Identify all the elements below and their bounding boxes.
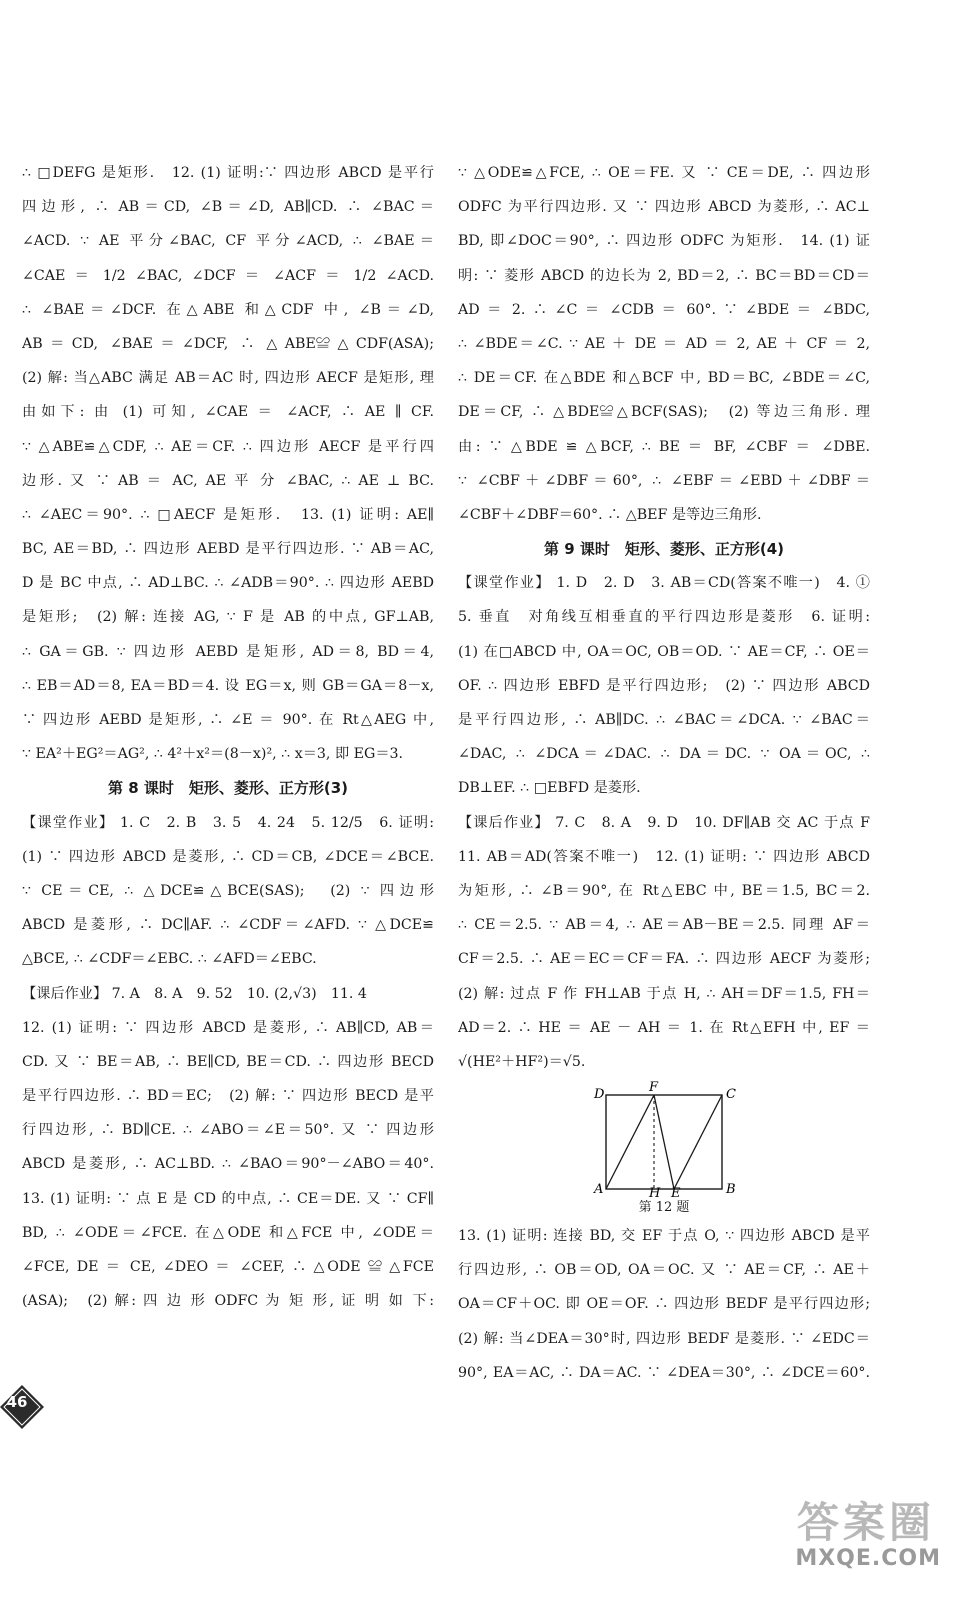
- text-line: ∴ ∠BDE＝∠C. ∵ AE ＋ DE ＝ AD ＝ 2, AE ＋ CF ＝ 2,: [458, 335, 870, 352]
- text-line: BD, ∴ ∠ODE＝∠FCE. 在△ODE 和△FCE 中, ∠ODE＝: [22, 1224, 434, 1241]
- left-column: [22, 156, 434, 1318]
- text-line: √(HE²＋HF²)＝√5.: [458, 1053, 586, 1070]
- rectangle-rhombus-diagram: [458, 1079, 870, 1197]
- text-line: 为矩形, ∴ ∠B＝90°, 在 Rt△EBC 中, BE＝1.5, BC＝2.: [458, 882, 870, 899]
- text-line: 5. 垂直 对角线互相垂直的平行四边形是菱形 6. 证明:: [458, 609, 870, 626]
- watermark-logo-text: 答案圈: [796, 1498, 935, 1547]
- text-line: ∴ EB＝AD＝8, EA＝BD＝4. 设 EG＝x, 则 GB＝GA＝8－x,: [22, 677, 434, 694]
- text-line: 由如下: 由 (1) 可知, ∠CAE ＝ ∠ACF, ∴ AE ∥ CF.: [22, 404, 434, 421]
- text-line: ∴ □DEFG 是矩形. 12. (1) 证明:∵ 四边形 ABCD 是平行: [22, 165, 434, 181]
- text-line: 由: ∵ △BDE ≌ △BCF, ∴ BE ＝ BF, ∠CBF ＝ ∠DBE.: [458, 438, 870, 455]
- text-line: ∵ △ABE≌△CDF, ∴ AE＝CF. ∴ 四边形 AECF 是平行四: [22, 438, 434, 455]
- text-line: ∠FCE, DE ＝ CE, ∠DEO ＝ ∠CEF, ∴ △ODE ≌ △FCE: [22, 1259, 434, 1275]
- label-f: F: [649, 1080, 659, 1096]
- text-line: 12. (1) 证明: ∵ 四边形 ABCD 是菱形, ∴ AB∥CD, AB＝: [22, 1019, 434, 1036]
- text-line: DB⊥EF. ∴ □EBFD 是菱形.: [458, 780, 641, 797]
- section-heading: 第 8 课时 矩形、菱形、正方形(3): [107, 779, 349, 798]
- text-line: ∵ 四边形 AEBD 是矩形, ∴ ∠E ＝ 90°. 在 Rt△AEG 中,: [22, 712, 434, 728]
- text-line: ∴ GA＝GB. ∵ 四边形 AEBD 是矩形, AD＝8, BD＝4,: [22, 643, 434, 660]
- text-line: AB＝CD, ∠BAE＝∠DCF, ∴ △ABE≌△CDF(ASA);: [22, 335, 434, 352]
- text-line: 【课堂作业】 1. D 2. D 3. AB＝CD(答案不唯一) 4. ①: [458, 575, 870, 592]
- segment-af: [606, 1095, 654, 1189]
- text-line: ∠CBF＋∠DBF＝60°. ∴ △BEF 是等边三角形.: [458, 506, 762, 523]
- text-line: ∴ CE＝2.5. ∵ AB＝4, ∴ AE＝AB－BE＝2.5. 同理 AF＝: [458, 917, 870, 934]
- label-d: D: [594, 1087, 605, 1103]
- text-line: OA＝CF＋OC. 即 OE＝OF. ∴ 四边形 BEDF 是平行四边形;: [458, 1296, 870, 1313]
- text-line: BC, AE＝BD, ∴ 四边形 AEBD 是平行四边形. ∵ AB＝AC,: [22, 541, 434, 558]
- page-number: 46: [6, 1393, 28, 1411]
- label-e: E: [671, 1186, 681, 1198]
- label-h: H: [649, 1186, 661, 1198]
- text-line: 行四边形, ∴ OB＝OD, OA＝OC. 又 ∵ AE＝CF, ∴ AE＋: [458, 1262, 870, 1279]
- text-line: CD. 又 ∵ BE＝AB, ∴ BE∥CD, BE＝CD. ∴ 四边形 BECD: [22, 1053, 434, 1070]
- text-line: ∵ CE＝CE, ∴ △DCE≌△BCE(SAS); (2) ∵ 四边形: [22, 882, 434, 899]
- text-line: ∠ACD. ∵ AE 平分∠BAC, CF 平分∠ACD, ∴ ∠BAE＝: [22, 233, 434, 250]
- text-line: △BCE, ∴ ∠CDF＝∠EBC. ∴ ∠AFD＝∠EBC.: [22, 951, 317, 968]
- section-heading: 第 9 课时 矩形、菱形、正方形(4): [543, 540, 785, 559]
- text-line: D 是 BC 中点, ∴ AD⊥BC. ∴ ∠ADB＝90°. ∴ 四边形 AEBD: [22, 575, 434, 592]
- label-a: A: [594, 1182, 604, 1198]
- text-line: AD＝2. ∴ HE ＝ AE － AH ＝ 1. 在 Rt△EFH 中, EF ＝: [458, 1019, 870, 1036]
- text-line: ∵ △ODE≌△FCE, ∴ OE＝FE. 又 ∵ CE＝DE, ∴ 四边形: [458, 165, 870, 181]
- text-line: 【课后作业】 7. C 8. A 9. D 10. DF∥AB 交 AC 于点 F: [458, 814, 870, 831]
- text-line: ∴ ∠AEC＝90°. ∴ □AECF 是矩形. 13. (1) 证明: AE∥: [22, 506, 434, 523]
- text-line: ∵ ∠CBF＋∠DBF＝60°, ∴ ∠EBF＝∠EBD＋∠DBF＝: [458, 472, 870, 489]
- text-line: (1) 在□ABCD 中, OA＝OC, OB＝OD. ∵ AE＝CF, ∴ OE＝: [458, 643, 870, 660]
- text-line: 【课后作业】 7. A 8. A 9. 52 10. (2,√3) 11. 4: [22, 985, 367, 1002]
- watermark-site: MXQE.COM: [795, 1546, 941, 1571]
- text-line: (1) ∵ 四边形 ABCD 是菱形, ∴ CD＝CB, ∠DCE＝∠BCE.: [22, 848, 434, 865]
- text-line: 90°, EA＝AC, ∴ DA＝AC. ∵ ∠DEA＝30°, ∴ ∠DCE＝60°.: [458, 1364, 870, 1381]
- text-line: 四边形, ∴ AB＝CD, ∠B＝∠D, AB∥CD. ∴ ∠BAC＝: [22, 199, 434, 216]
- text-line: DE＝CF, ∴ △BDE≌△BCF(SAS); (2) 等边三角形. 理: [458, 404, 870, 421]
- text-line: ∴ DE＝CF. 在△BDE 和△BCF 中, BD＝BC, ∠BDE＝∠C,: [458, 370, 870, 387]
- segment-fe: [654, 1095, 674, 1189]
- text-line: (2) 解: 当∠DEA＝30°时, 四边形 BEDF 是菱形. ∵ ∠EDC＝: [458, 1330, 870, 1347]
- text-line: ∵ EA²＋EG²＝AG², ∴ 4²＋x²＝(8－x)², ∴ x＝3, 即 EG＝3.: [22, 746, 404, 763]
- text-line: 是矩形; (2) 解: 连接 AG, ∵ F 是 AB 的中点, GF⊥AB,: [22, 609, 434, 626]
- text-line: ODFC 为平行四边形. 又 ∵ 四边形 ABCD 为菱形, ∴ AC⊥: [458, 199, 870, 216]
- right-column: [458, 156, 870, 1390]
- text-line: 明: ∵ 菱形 ABCD 的边长为 2, BD＝2, ∴ BC＝BD＝CD＝: [458, 267, 870, 284]
- text-line: 13. (1) 证明: 连接 BD, 交 EF 于点 O, ∵ 四边形 ABCD 是平: [458, 1228, 870, 1245]
- text-line: 是平行四边形, ∴ AB∥DC. ∴ ∠BAC＝∠DCA. ∵ ∠BAC＝: [458, 712, 870, 728]
- text-line: ABCD 是菱形, ∴ DC∥AF. ∴ ∠CDF＝∠AFD. ∵ △DCE≌: [22, 917, 434, 934]
- figure-12: [458, 1079, 870, 1197]
- label-b: B: [726, 1182, 736, 1198]
- label-c: C: [726, 1087, 736, 1103]
- text-line: 是平行四边形. ∴ BD＝EC; (2) 解: ∵ 四边形 BECD 是平: [22, 1088, 434, 1105]
- text-line: ABCD 是菱形, ∴ AC⊥BD. ∴ ∠BAO＝90°－∠ABO＝40°.: [22, 1156, 434, 1173]
- text-line: ∠CAE ＝ 1/2 ∠BAC, ∠DCF ＝ ∠ACF ＝ 1/2 ∠ACD.: [22, 267, 434, 284]
- text-line: OF. ∴ 四边形 EBFD 是平行四边形; (2) ∵ 四边形 ABCD: [458, 677, 870, 694]
- text-line: 13. (1) 证明: ∵ 点 E 是 CD 的中点, ∴ CE＝DE. 又 ∵ CF∥: [22, 1190, 434, 1207]
- text-line: ∠DAC, ∴ ∠DCA＝∠DAC. ∴ DA＝DC. ∵ OA＝OC, ∴: [458, 746, 870, 763]
- text-line: 行四边形, ∴ BD∥CE. ∴ ∠ABO＝∠E＝50°. 又 ∵ 四边形: [22, 1122, 434, 1139]
- text-line: CF＝2.5. ∴ AE＝EC＝CF＝FA. ∴ 四边形 AECF 为菱形;: [458, 951, 870, 968]
- text-line: BD, 即∠DOC＝90°, ∴ 四边形 ODFC 为矩形. 14. (1) 证: [458, 233, 870, 250]
- text-line: ∴ ∠BAE＝∠DCF. 在△ABE 和△CDF 中, ∠B＝∠D,: [22, 301, 434, 318]
- text-line: 【课堂作业】 1. C 2. B 3. 5 4. 24 5. 12/5 6. 证明:: [22, 814, 434, 831]
- text-line: (2) 解: 当△ABC 满足 AB＝AC 时, 四边形 AECF 是矩形, 理: [22, 370, 434, 387]
- figure-caption: 第 12 题: [638, 1200, 690, 1216]
- text-line: AD ＝ 2. ∴ ∠C ＝ ∠CDB ＝ 60°. ∵ ∠BDE ＝ ∠BDC,: [458, 301, 870, 318]
- segment-ec: [674, 1095, 722, 1189]
- text-line: (ASA); (2) 解: 四 边 形 ODFC 为 矩 形, 证 明 如 下:: [22, 1293, 434, 1310]
- text-line: 边形. 又 ∵ AB ＝ AC, AE 平 分 ∠BAC, ∴ AE ⊥ BC.: [22, 472, 434, 489]
- text-line: (2) 解: 过点 F 作 FH⊥AB 于点 H, ∴ AH＝DF＝1.5, FH＝: [458, 985, 870, 1002]
- text-line: 11. AB＝AD(答案不唯一) 12. (1) 证明: ∵ 四边形 ABCD: [458, 848, 870, 865]
